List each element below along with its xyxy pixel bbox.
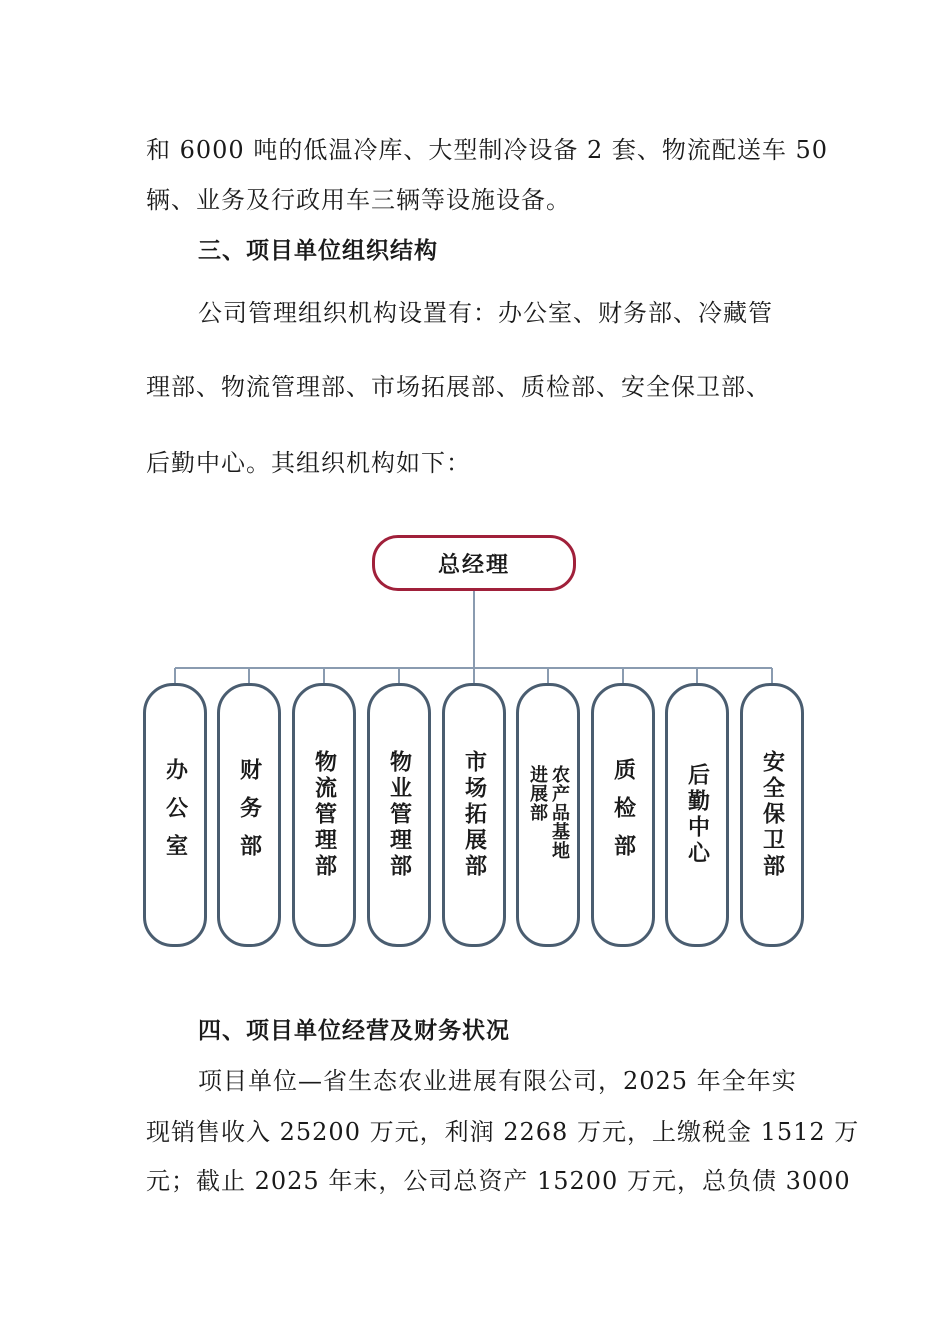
dept-label: 市场拓展部 [461, 750, 487, 880]
dept-marketing [442, 683, 506, 947]
dept-label: 财务部 [236, 758, 262, 872]
paragraph-line: 元；截止 2025 年末，公司总资产 15200 万元，总负债 3000 [146, 1167, 851, 1195]
paragraph-line: 后勤中心。其组织机构如下： [146, 449, 471, 477]
paragraph-line: 理部、物流管理部、市场拓展部、质检部、安全保卫部、 [146, 373, 771, 401]
dept-label: 办公室 [162, 758, 188, 872]
dept-finance [217, 683, 281, 947]
paragraph-line: 辆、业务及行政用车三辆等设施设备。 [146, 186, 571, 214]
dept-label: 后勤中心 [684, 763, 710, 867]
dept-label: 物业管理部 [386, 750, 412, 880]
dept-property [367, 683, 431, 947]
paragraph-line: 公司管理组织机构设置有：办公室、财务部、冷藏管 [198, 299, 773, 327]
paragraph-line: 现销售收入 25200 万元，利润 2268 万元，上缴税金 1512 万 [146, 1118, 860, 1146]
dept-security [740, 683, 804, 947]
dept-quality [591, 683, 655, 947]
paragraph-line: 项目单位—省生态农业进展有限公司，2025 年全年实 [198, 1067, 797, 1095]
dept-logistics-center [665, 683, 729, 947]
paragraph-line: 和 6000 吨的低温冷库、大型制冷设备 2 套、物流配送车 50 [146, 136, 829, 164]
dept-office [143, 683, 207, 947]
dept-label: 农产品基地进展部 [527, 765, 570, 860]
org-chart [0, 520, 950, 960]
section-heading: 四、项目单位经营及财务状况 [198, 1018, 510, 1044]
org-root-general-manager: 总经理 [372, 535, 576, 591]
dept-label: 物流管理部 [311, 750, 337, 880]
dept-label: 质检部 [610, 758, 636, 872]
dept-label: 安全保卫部 [759, 750, 785, 880]
section-heading: 三、项目单位组织结构 [198, 238, 438, 264]
dept-agri-base [516, 683, 580, 947]
dept-logistics [292, 683, 356, 947]
